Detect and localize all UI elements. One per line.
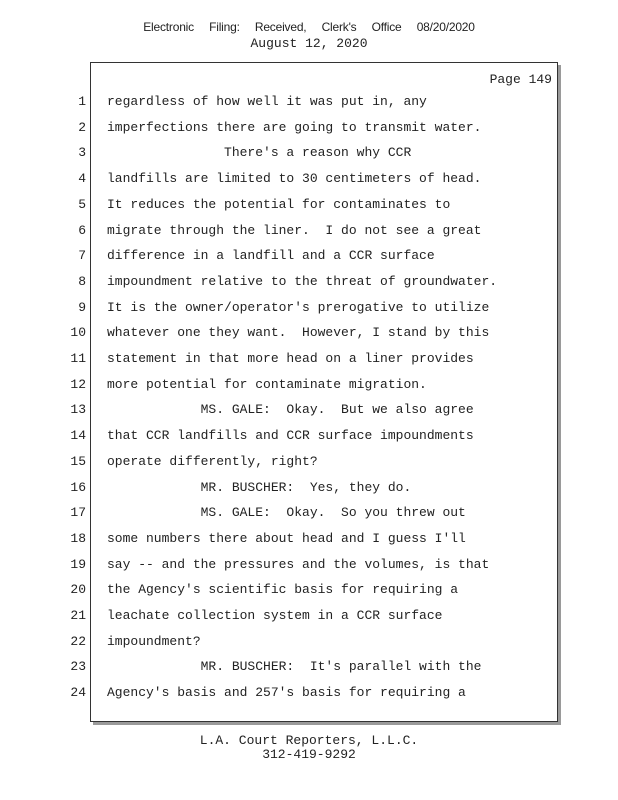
- line-text: MS. GALE: Okay. But we also agree: [107, 402, 474, 418]
- line-number: 17: [70, 505, 86, 521]
- line-text: MS. GALE: Okay. So you threw out: [107, 505, 466, 521]
- reporter-company: L.A. Court Reporters, L.L.C.: [199, 733, 419, 748]
- line-text: migrate through the liner. I do not see a great: [107, 222, 482, 238]
- line-text: imperfections there are going to transmit water.: [107, 119, 482, 135]
- filing-word: Electronic: [143, 20, 194, 34]
- transcript-line: [0, 402, 618, 422]
- transcript-line: [0, 659, 618, 679]
- footer: [0, 734, 618, 762]
- line-number: 11: [70, 351, 86, 366]
- line-text: MR. BUSCHER: Yes, they do.: [107, 479, 412, 495]
- line-number: 18: [70, 530, 86, 546]
- transcript-date: August 12, 2020: [250, 36, 368, 51]
- line-number: 13: [70, 402, 86, 418]
- line-number: 14: [70, 428, 86, 444]
- transcript-line: [0, 274, 618, 294]
- line-text: It reduces the potential for contaminates to: [107, 196, 451, 212]
- transcript-line: [0, 94, 618, 114]
- transcript-line: [0, 197, 618, 217]
- line-number: 21: [70, 608, 86, 623]
- transcript-line: [0, 531, 618, 551]
- transcript-line: [0, 248, 618, 268]
- line-text: some numbers there about head and I guess I'll: [107, 530, 466, 546]
- line-number: 15: [70, 453, 86, 469]
- line-number: 19: [70, 556, 86, 572]
- transcript-line: [0, 454, 618, 474]
- line-text: the Agency's scientific basis for requiring a: [107, 582, 459, 598]
- line-number: 2: [78, 119, 86, 135]
- line-text: landfills are limited to 30 centimeters of head.: [107, 171, 482, 187]
- page-number: Page 149: [489, 72, 552, 87]
- line-text: There's a reason why CCR: [107, 145, 412, 161]
- transcript-line: [0, 685, 618, 705]
- line-number: 4: [78, 171, 86, 187]
- transcript-line: [0, 480, 618, 500]
- filing-word: Filing:: [209, 20, 240, 34]
- line-text: whatever one they want. However, I stand by this: [107, 325, 490, 341]
- line-number: 8: [78, 273, 86, 289]
- line-number: 16: [70, 479, 86, 495]
- filing-word: 08/20/2020: [416, 20, 475, 34]
- filing-word: Received,: [254, 20, 307, 34]
- transcript-line: [0, 325, 618, 345]
- transcript-line: [0, 608, 618, 628]
- transcript-line: [0, 582, 618, 602]
- line-number: 5: [78, 196, 86, 212]
- transcript-line: [0, 171, 618, 191]
- transcript-line: [0, 505, 618, 525]
- transcript-line: [0, 351, 618, 371]
- line-number: 20: [70, 582, 86, 598]
- line-number: 10: [70, 325, 86, 341]
- line-number: 9: [78, 299, 86, 315]
- line-number: 1: [78, 94, 86, 109]
- line-number: 3: [78, 145, 86, 161]
- transcript-line: [0, 377, 618, 397]
- line-text: leachate collection system in a CCR surface: [107, 608, 443, 623]
- line-text: that CCR landfills and CCR surface impoundments: [107, 428, 474, 444]
- filing-word: Clerk's: [321, 20, 357, 34]
- line-text: say -- and the pressures and the volumes, is that: [107, 556, 490, 572]
- filing-word: Office: [371, 20, 402, 34]
- line-number: 24: [70, 685, 86, 701]
- transcript-line: [0, 428, 618, 448]
- line-number: 6: [78, 222, 86, 238]
- line-text: more potential for contaminate migration.: [107, 376, 427, 392]
- line-text: MR. BUSCHER: It's parallel with the: [107, 659, 482, 675]
- transcript-line: [0, 634, 618, 654]
- line-text: impoundment?: [107, 633, 201, 649]
- line-text: difference in a landfill and a CCR surface: [107, 248, 435, 264]
- line-text: operate differently, right?: [107, 453, 318, 469]
- line-text: statement in that more head on a liner provides: [107, 351, 474, 366]
- reporter-phone: 312-419-9292: [262, 747, 356, 762]
- transcript-line: [0, 223, 618, 243]
- line-text: Agency's basis and 257's basis for requiring a: [107, 685, 466, 701]
- line-number: 23: [70, 659, 86, 675]
- line-text: impoundment relative to the threat of groundwater.: [107, 273, 498, 289]
- line-number: 7: [78, 248, 86, 264]
- line-text: It is the owner/operator's prerogative to utilize: [107, 299, 490, 315]
- transcript-line: [0, 145, 618, 165]
- line-number: 22: [70, 633, 86, 649]
- line-text: regardless of how well it was put in, any: [107, 94, 427, 109]
- filing-stamp: [0, 20, 618, 34]
- line-number: 12: [70, 376, 86, 392]
- transcript-line: [0, 557, 618, 577]
- transcript-line: [0, 120, 618, 140]
- transcript-line: [0, 300, 618, 320]
